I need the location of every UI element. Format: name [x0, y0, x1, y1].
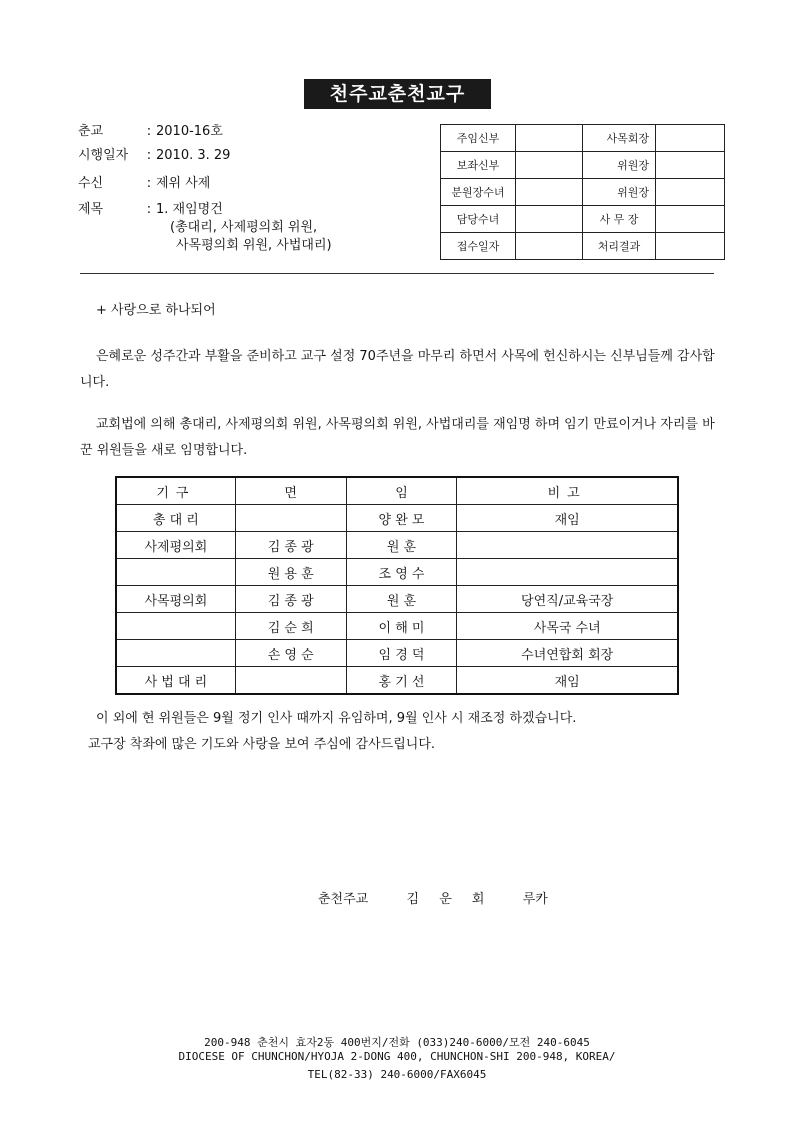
cell-note — [457, 532, 678, 559]
signature-office: 춘천주교 — [318, 892, 369, 907]
closing-1: 이 외에 현 위원들은 9월 정기 인사 때까지 유임하며, 9월 인사 시 재조정 하겠습니다. — [96, 711, 577, 726]
meta-recipient: 수신 : 제위 사제 — [78, 176, 211, 191]
meta-value: 제위 사제 — [156, 176, 211, 191]
cell-dismissed: 김 순 희 — [235, 613, 346, 640]
table-row — [116, 532, 678, 559]
routing-label: 위원장 — [583, 152, 656, 179]
cell-note — [457, 559, 678, 586]
footer-contact: TEL(82-33) 240-6000/FAX6045 — [307, 1068, 487, 1081]
table-row — [116, 640, 678, 667]
meta-value: 1. 재임명건 — [156, 202, 223, 217]
routing-table — [440, 124, 725, 260]
signature — [318, 888, 548, 907]
cell-org — [116, 640, 235, 667]
routing-cell — [516, 125, 583, 152]
cell-org: 사 법 대 리 — [116, 667, 235, 695]
meta-date: 시행일자 : 2010. 3. 29 — [78, 148, 231, 163]
routing-cell — [656, 233, 725, 260]
meta-subject: 제목 : 1. 재임명건 — [78, 202, 223, 217]
cell-org: 사제평의회 — [116, 532, 235, 559]
cell-appointed: 홍 기 선 — [346, 667, 457, 695]
cell-note: 사목국 수녀 — [457, 613, 678, 640]
cell-org: 사목평의회 — [116, 586, 235, 613]
routing-label: 사목회장 — [583, 125, 656, 152]
routing-cell — [516, 206, 583, 233]
meta-label: 시행일자 — [78, 148, 129, 163]
routing-cell — [516, 233, 583, 260]
routing-row — [441, 152, 725, 179]
appointment-table — [115, 476, 679, 695]
cell-appointed: 조 영 수 — [346, 559, 457, 586]
cell-appointed: 원 훈 — [346, 586, 457, 613]
cell-org — [116, 559, 235, 586]
cell-appointed: 원 훈 — [346, 532, 457, 559]
header-dismissed: 면 — [235, 477, 346, 505]
routing-cell — [656, 152, 725, 179]
routing-row — [441, 179, 725, 206]
routing-label: 보좌신부 — [441, 152, 516, 179]
meta-value: 2010. 3. 29 — [156, 148, 231, 163]
routing-cell — [656, 179, 725, 206]
routing-cell — [516, 179, 583, 206]
cell-dismissed: 원 용 훈 — [235, 559, 346, 586]
routing-label: 담당수녀 — [441, 206, 516, 233]
routing-label: 주임신부 — [441, 125, 516, 152]
header-org: 기구 — [116, 477, 235, 505]
routing-row — [441, 206, 725, 233]
routing-label: 분원장수녀 — [441, 179, 516, 206]
meta-doc-number: 춘교 : 2010-16호 — [78, 124, 223, 139]
cell-appointed: 이 해 미 — [346, 613, 457, 640]
greeting: + 사랑으로 하나되어 — [96, 303, 216, 318]
table-row — [116, 559, 678, 586]
cell-note: 수녀연합회 회장 — [457, 640, 678, 667]
table-header-row — [116, 477, 678, 505]
paragraph-2: 교회법에 의해 총대리, 사제평의회 위원, 사목평의회 위원, 사법대리를 재임명 하며 임기 만료이거나 자리를 바꾼 위원들을 새로 임명합니다. — [80, 417, 715, 458]
routing-cell — [656, 206, 725, 233]
table-row — [116, 586, 678, 613]
cell-note: 재임 — [457, 667, 678, 695]
signature-name: 김 운 회 — [406, 892, 493, 907]
meta-label: 수신 — [78, 176, 104, 191]
cell-dismissed: 김 종 광 — [235, 586, 346, 613]
cell-org — [116, 613, 235, 640]
cell-note: 당연직/교육국장 — [457, 586, 678, 613]
routing-label: 사 무 장 — [583, 206, 656, 233]
meta-label: 춘교 — [78, 124, 104, 139]
paragraph-1: 은혜로운 성주간과 부활을 준비하고 교구 설정 70주년을 마무리 하면서 사목에 헌신하시는 신부님들께 감사합니다. — [80, 349, 715, 390]
document-title: 천주교춘천교구 — [304, 79, 491, 109]
header-note: 비고 — [457, 477, 678, 505]
cell-note: 재임 — [457, 505, 678, 532]
routing-row — [441, 233, 725, 260]
footer-address-kr: 200-948 춘천시 효자2동 400번지/전화 (033)240-6000/모전 240-6045 — [204, 1036, 590, 1049]
cell-appointed: 양 완 모 — [346, 505, 457, 532]
cell-dismissed: 김 종 광 — [235, 532, 346, 559]
table-row — [116, 505, 678, 532]
cell-appointed: 임 경 덕 — [346, 640, 457, 667]
table-row — [116, 613, 678, 640]
footer-address-en: DIOCESE OF CHUNCHON/HYOJA 2-DONG 400, CHUNCHON-SHI 200-948, KOREA/ — [178, 1050, 616, 1063]
cell-org: 총 대 리 — [116, 505, 235, 532]
subject-detail-2: 사목평의회 위원, 사법대리) — [176, 238, 332, 253]
routing-cell — [516, 152, 583, 179]
cell-dismissed: 손 영 순 — [235, 640, 346, 667]
cell-dismissed — [235, 505, 346, 532]
signature-baptismal-name: 루카 — [522, 892, 548, 907]
cell-dismissed — [235, 667, 346, 695]
subject-detail-1: (총대리, 사제평의회 위원, — [170, 220, 318, 235]
header-appointed: 임 — [346, 477, 457, 505]
table-row — [116, 667, 678, 695]
meta-value: 2010-16호 — [156, 124, 223, 139]
routing-label: 위원장 — [583, 179, 656, 206]
meta-label: 제목 — [78, 202, 104, 217]
routing-label: 접수일자 — [441, 233, 516, 260]
divider — [80, 273, 714, 274]
routing-row — [441, 125, 725, 152]
routing-label: 처리결과 — [583, 233, 656, 260]
closing-2: 교구장 착좌에 많은 기도와 사랑을 보여 주심에 감사드립니다. — [88, 737, 436, 752]
routing-cell — [656, 125, 725, 152]
